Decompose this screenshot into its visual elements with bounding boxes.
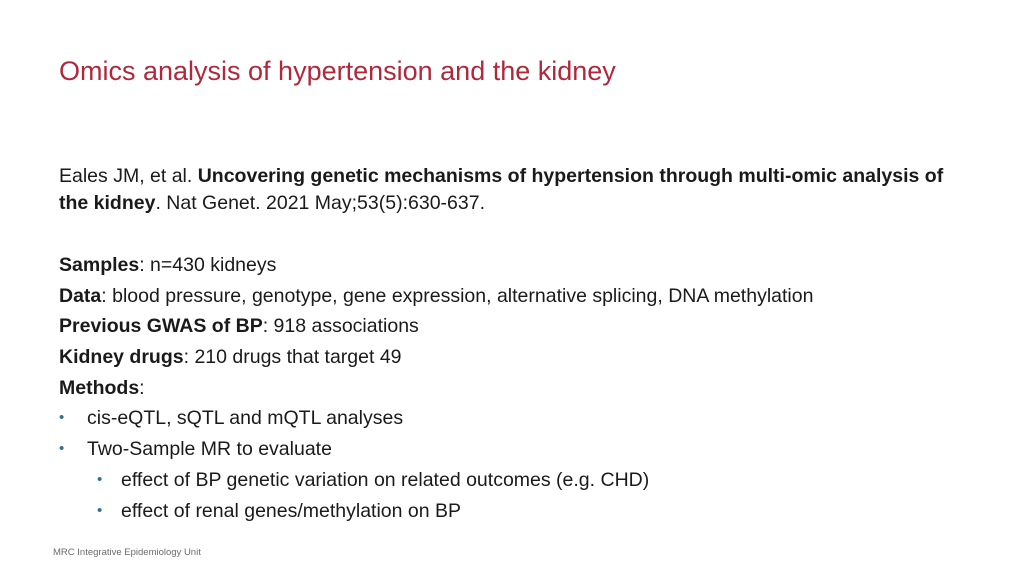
methods-bullet-text: Two-Sample MR to evaluate: [87, 438, 332, 461]
slide-body: [59, 250, 979, 526]
citation-paper-title: Uncovering genetic mechanisms of hypertension through multi-omic analysis of the kidney: [59, 165, 944, 214]
methods-text: :: [139, 376, 145, 399]
methods-bullet-2: [59, 434, 979, 465]
data-text: : blood pressure, genotype, gene expression, alternative splicing, DNA methylation: [101, 284, 814, 307]
gwas-label: Previous GWAS of BP: [59, 315, 263, 338]
drugs-text: : 210 drugs that target 49: [183, 346, 402, 369]
bullet-icon: •: [97, 501, 103, 519]
mr-subbullet-2: [59, 496, 979, 527]
mr-subbullet-text: effect of renal genes/methylation on BP: [121, 499, 462, 522]
methods-line: [59, 373, 979, 404]
slide-title: Omics analysis of hypertension and the kidney: [59, 56, 616, 86]
bullet-icon: •: [59, 440, 65, 458]
data-label: Data: [59, 284, 102, 307]
mr-subbullet-text: effect of BP genetic variation on related outcomes (e.g. CHD): [121, 468, 650, 491]
samples-label: Samples: [59, 254, 140, 276]
mr-subbullet-1: [59, 465, 979, 496]
methods-bullet-text: cis-eQTL, sQTL and mQTL analyses: [87, 407, 404, 430]
gwas-text: : 918 associations: [262, 315, 419, 338]
citation-authors: Eales JM, et al.: [59, 165, 198, 187]
citation-journal: . Nat Genet. 2021 May;53(5):630-637.: [155, 192, 485, 214]
samples-line: [59, 250, 979, 281]
footer: MRC Integrative Epidemiology Unit: [53, 547, 201, 558]
data-line: [59, 281, 979, 312]
gwas-line: [59, 311, 979, 342]
drugs-label: Kidney drugs: [59, 346, 184, 369]
methods-label: Methods: [59, 376, 140, 399]
citation: [59, 163, 959, 217]
methods-bullet-1: [59, 403, 979, 434]
samples-text: : n=430 kidneys: [139, 254, 277, 276]
bullet-icon: •: [97, 470, 103, 488]
bullet-icon: •: [59, 409, 65, 427]
drugs-line: [59, 342, 979, 373]
